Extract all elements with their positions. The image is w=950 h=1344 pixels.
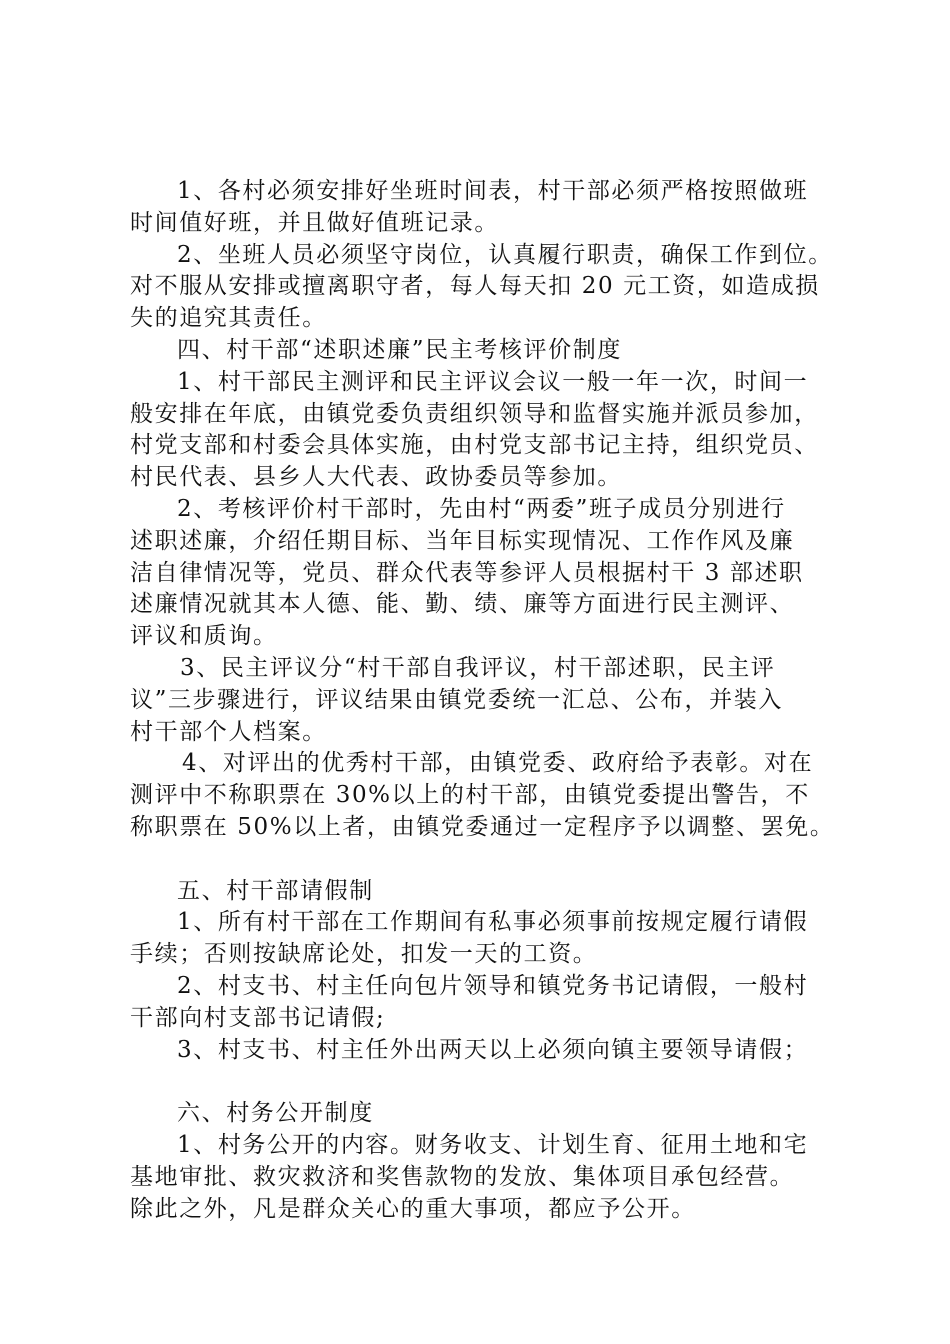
section-heading (130, 335, 834, 367)
text-line: 般安排在年底，由镇党委负责组织领导和监督实施并派员参加， (130, 400, 819, 427)
text-line: 2、坐班人员必须坚守岗位，认真履行职责，确保工作到位。 (177, 241, 833, 268)
text-line: 1、村干部民主测评和民主评议会议一般一年一次，时间一 (177, 368, 809, 395)
blank-line (130, 1066, 834, 1098)
text-line: 干部向村支部书记请假; (130, 1004, 386, 1031)
text-line: 2、村支书、村主任向包片领导和镇党务书记请假，一般村 (177, 972, 809, 999)
text-line: 称职票在 50%以上者，由镇党委通过一定程序予以调整、罢免。 (130, 813, 835, 840)
paragraph (130, 907, 834, 971)
text-line: 2、考核评价村干部时，先由村“两委”班子成员分别进行 (177, 495, 786, 522)
paragraph (130, 971, 834, 1035)
paragraph (130, 653, 834, 748)
text-line: 基地审批、救灾救济和奖售款物的发放、集体项目承包经营。 (130, 1163, 795, 1190)
blank-line (130, 844, 834, 876)
heading-line: 四、村干部“述职述廉”民主考核评价制度 (177, 336, 622, 363)
text-line: 村民代表、县乡人大代表、政协委员等参加。 (130, 464, 622, 491)
heading-line: 六、村务公开制度 (177, 1100, 374, 1127)
paragraph (130, 748, 834, 843)
section-heading (130, 876, 834, 908)
text-line: 村党支部和村委会具体实施，由村党支部书记主持，组织党员、 (130, 432, 819, 459)
heading-line: 五、村干部请假制 (177, 877, 374, 904)
text-line: 手续；否则按缺席论处，扣发一天的工资。 (130, 941, 598, 968)
paragraph (130, 240, 834, 335)
text-line: 4、对评出的优秀村干部，由镇党委、政府给予表彰。对在 (182, 750, 814, 777)
section-heading (130, 1098, 834, 1130)
text-line: 评议和质询。 (130, 623, 278, 650)
document-body (130, 176, 834, 1225)
text-line: 议”三步骤进行，评议结果由镇党委统一汇总、公布，并装入 (130, 686, 783, 713)
paragraph (130, 494, 834, 653)
paragraph (130, 367, 834, 494)
text-line: 除此之外，凡是群众关心的重大事项，都应予公开。 (130, 1195, 696, 1222)
text-line: 1、所有村干部在工作期间有私事必须事前按规定履行请假 (177, 909, 809, 936)
paragraph (130, 1130, 834, 1225)
text-line: 对不服从安排或擅离职守者，每人每天扣 20 元工资，如造成损 (130, 273, 820, 300)
text-line: 1、村务公开的内容。财务收支、计划生育、征用土地和宅 (177, 1131, 809, 1158)
text-line: 3、村支书、村主任外出两天以上必须向镇主要领导请假； (177, 1036, 809, 1063)
text-line: 测评中不称职票在 30%以上的村干部，由镇党委提出警告，不 (130, 782, 810, 809)
text-line: 失的追究其责任。 (130, 305, 327, 332)
paragraph (130, 1035, 834, 1067)
text-line: 述职述廉，介绍任期目标、当年目标实现情况、工作作风及廉 (130, 527, 795, 554)
paragraph (130, 176, 834, 240)
text-line: 村干部个人档案。 (130, 718, 327, 745)
text-line: 洁自律情况等，党员、群众代表等参评人员根据村干 3 部述职 (130, 559, 804, 586)
text-line: 时间值好班，并且做好值班记录。 (130, 209, 499, 236)
text-line: 3、民主评议分“村干部自我评议，村干部述职，民主评 (180, 654, 776, 681)
text-line: 1、各村必须安排好坐班时间表，村干部必须严格按照做班 (177, 178, 809, 204)
text-line: 述廉情况就其本人德、能、勤、绩、廉等方面进行民主测评、 (130, 591, 795, 618)
